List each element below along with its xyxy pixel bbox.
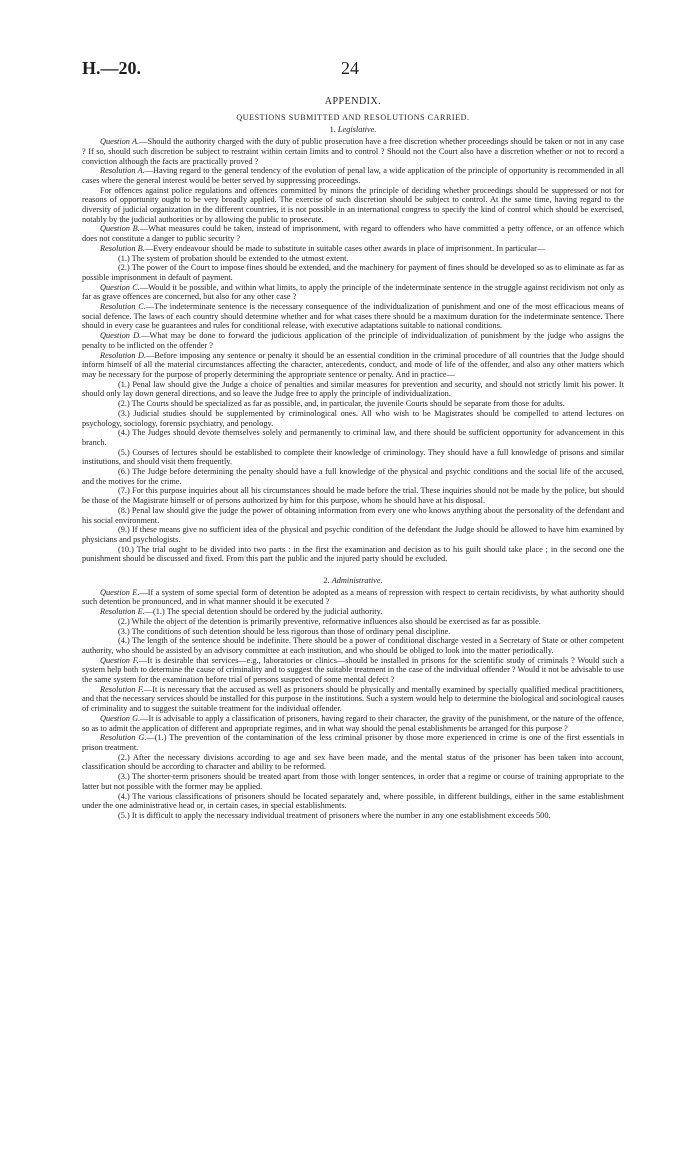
paragraph-text: (8.) Penal law should give the judge the power of obtaining information from every one who knows anything about the personality of the defendant and his social environment. xyxy=(82,505,624,525)
running-header xyxy=(82,58,618,82)
enumerated-item xyxy=(82,545,624,564)
paragraph-text: (5.) It is difficult to apply the necessary individual treatment of prisoners where the number in any one establishment exceeds 500. xyxy=(118,810,551,820)
paragraph-text: (9.) If these means give no sufficient idea of the physical and psychic condition of the defendant the Judge should be allowed to have him examined by physicians and psychologists. xyxy=(82,525,624,544)
paragraph xyxy=(82,607,624,617)
paragraph-text: —It is advisable to apply a classification of prisoners, having regard to their character, the gravity of the punishment, or the nature of the offence, so as to admit the application of different and appropriate regimes, and in what way should the penal establishments be arranged for this purpose ? xyxy=(82,713,624,733)
paragraph-text: (2.) The Courts should be specialized as far as possible, and, in particular, the juvenile Courts should be separate from those for adults. xyxy=(118,399,565,409)
paragraph-label: Question B. xyxy=(100,224,140,234)
paragraph-label: Resolution B. xyxy=(100,243,145,253)
enumerated-item xyxy=(82,627,624,637)
paragraph-label: Question G. xyxy=(100,713,141,723)
enumerated-item xyxy=(82,263,624,282)
section-heading xyxy=(82,576,624,586)
paragraph-text: —(1.) The special detention should be ordered by the judicial authority. xyxy=(144,607,383,617)
appendix-subtitle: QUESTIONS SUBMITTED AND RESOLUTIONS CARRIED. xyxy=(236,112,470,122)
paragraph xyxy=(82,714,624,733)
enumerated-item xyxy=(82,254,624,264)
paragraph-text: —Every endeavour should be made to substitute in suitable cases other awards in place of imprisonment. In particular— xyxy=(144,243,546,253)
enumerated-item xyxy=(82,636,624,655)
paragraph-label: Resolution A. xyxy=(100,166,145,176)
paragraph-text: (3.) The shorter-term prisoners should be treated apart from those with longer sentences, in order that a regime or course of training appropriate to the latter but not possible with the former may be applied. xyxy=(82,772,624,791)
paragraph-text: (3.) The conditions of such detention should be less rigorous than those of ordinary penal discipline. xyxy=(118,626,451,636)
paragraph-text: —(1.) The prevention of the contamination of the less criminal prisoner by those more experienced in crime is one of the first essentials in prison treatment. xyxy=(82,733,624,752)
section-number: 1. xyxy=(329,125,336,135)
paragraph-text: —Would it be possible, and within what limits, to apply the principle of the indeterminate sentence in the struggle against recidivism not only as far as grave offences are concerned, but also for any other case ? xyxy=(82,282,624,302)
paragraph xyxy=(82,656,624,685)
enumerated-item xyxy=(82,525,624,544)
paragraph-text: (4.) The length of the sentence should be indefinite. There should be a power of conditional discharge vested in a Secretary of State or other competent authority, who should be assisted by an advisory committee at each institution, and who should be obliged to look into the matter periodically. xyxy=(82,636,624,655)
paragraph-text: (1.) The system of probation should be extended to the utmost extent. xyxy=(118,253,349,263)
paragraph-text: —Before imposing any sentence or penalty it should be an essential condition in the criminal procedure of all countries that the Judge should inform himself of all the material circumstances affecting the character, antecedents, conduct, and mode of life of the offender, and also any other matters which may be necessary for the purpose of properly determining the appropriate sentence or penalty. And in practice— xyxy=(82,350,624,379)
enumerated-item xyxy=(82,409,624,428)
paragraph-text: (1.) Penal law should give the Judge a choice of penalties and similar measures for prevention and security, and should not strictly limit his power. It should only lay down general directions, and so leave the Judge free to apply the principle of individualization. xyxy=(82,379,624,399)
paragraph-label: Resolution F. xyxy=(100,684,144,694)
paragraph-label: Question D. xyxy=(100,331,142,341)
document-reference: H.—20. xyxy=(82,58,142,78)
paragraph-text: (10.) The trial ought to be divided into two parts : in the first the examination and decision as to his guilt should take place ; in the second one the punishment should be discussed and fixed. From this part the public and the injured party should be excluded. xyxy=(82,544,624,564)
paragraph xyxy=(82,137,624,166)
paragraph-label: Resolution D. xyxy=(100,350,147,360)
paragraph-text: (7.) For this purpose inquiries about all his circumstances should be made before the trial. These inquiries should not be made by the police, but should be those of the Magistrate himself or of persons authorized by him for this purpose, whom he should have at his disposal. xyxy=(82,486,624,506)
enumerated-item xyxy=(82,772,624,791)
section-heading xyxy=(82,125,624,135)
section-number: 2. xyxy=(323,576,330,586)
paragraph-text: (2.) While the object of the detention is primarily preventive, reformative influences also should be exercised as far as possible. xyxy=(118,616,541,626)
paragraph-text: —What measures could be taken, instead of imprisonment, with regard to offenders who have committed a petty offence, or an offence which does not constitute a danger to public security ? xyxy=(82,224,624,244)
paragraph xyxy=(82,588,624,607)
paragraph xyxy=(82,351,624,380)
paragraph-text: (6.) The Judge before determining the penalty should have a full knowledge of the physical and psychic conditions and the social life of the accused, and the motives for the crime. xyxy=(82,467,624,486)
paragraph xyxy=(82,733,624,752)
document-body xyxy=(82,97,624,821)
paragraph-text: —The indeterminate sentence is the necessary consequence of the individualization of punishment and one of the most efficacious means of social defence. The laws of each country should determine whether and for what cases there should be a maximum duration for the indeterminate sentence. There should in every case be guarantees and rules for conditional release, with executive adaptations suitable to national conditions. xyxy=(82,302,624,331)
paragraph-text: —What may be done to forward the judicious application of the principle of individualization of punishment by the judge who assigns the penalty to be inflicted on the offender ? xyxy=(82,331,624,350)
enumerated-item xyxy=(82,399,624,409)
paragraph xyxy=(82,166,624,185)
paragraph xyxy=(82,685,624,714)
enumerated-item xyxy=(82,467,624,486)
paragraph-label: Question E. xyxy=(100,587,140,597)
enumerated-item xyxy=(82,448,624,467)
paragraph-label: Resolution E. xyxy=(100,607,145,617)
paragraph-text: —Should the authority charged with the duty of public prosecution have a free discretion whether proceedings should be taken or not in any case ? If so, should such discretion be subject to restraint within certain limits and to control ? Should not the Court also have a discretion whether or not to record a conviction although the facts are practically proved ? xyxy=(82,137,624,166)
paragraph-label: Resolution G. xyxy=(100,733,147,743)
section-name: Legislative. xyxy=(337,125,377,135)
enumerated-item xyxy=(82,753,624,772)
paragraph-text: (4.) The various classifications of prisoners should be located separately and, where possible, in different buildings, either in the same establishment under the one administrative head or, in certain cases, in special establishments. xyxy=(82,791,624,811)
paragraph-text: —It is desirable that services—e.g., laboratories or clinics—should be installed in prisons for the scientific study of criminals ? Would such a system help both to determine the cause of criminality and to suggest the suitable treatment in the case of the individual offender ? Would it not be advisable to use the same system for the examination before trial of persons suspected of some mental defect ? xyxy=(82,655,625,685)
paragraph-label: Question C. xyxy=(100,282,140,292)
paragraph-text: For offences against police regulations and offences committed by minors the principle of deciding whether proceedings should be suppressed or not for reasons of opportunity ought to be very broadly applied. The exercise of such discretion should be subject to control. At the same time, having regard to the diversity of judicial organization in the different countries, it is not possible in an international congress to specify the kind of control which should be exercised, notably by the judicial authorities or by allowing the public to prosecute. xyxy=(82,185,624,224)
appendix-title: APPENDIX. xyxy=(324,96,382,107)
enumerated-item xyxy=(82,792,624,811)
paragraph-text: (4.) The Judges should devote themselves solely and permanently to criminal law, and there should be sufficient opportunity for advancement in this branch. xyxy=(82,428,624,447)
paragraph-text: —It is necessary that the accused as well as prisoners should be physically and mentally examined by specially qualified medical practitioners, and that the necessary services should be installed for this purpose in the institutions. Such a system would help to determine the biological and sociological causes of criminality and to suggest the suitable treatment for the individual offender. xyxy=(82,684,624,714)
section-name: Administrative. xyxy=(331,576,383,586)
paragraph-label: Question F. xyxy=(100,655,139,665)
paragraph-label: Question A. xyxy=(100,137,140,147)
paragraph-text: —Having regard to the general tendency of the evolution of penal law, a wide application of the principle of opportunity is recommended in all cases where the general interest would be better served by suppressing proceedings. xyxy=(82,166,624,185)
enumerated-item xyxy=(82,811,624,821)
enumerated-item xyxy=(82,486,624,505)
enumerated-item xyxy=(82,617,624,627)
paragraph-text: —If a system of some special form of detention be adopted as a means of repression with respect to certain recidivists, by what authority should such detention be pronounced, and in what manner should it be executed ? xyxy=(82,587,624,607)
paragraph xyxy=(82,244,624,254)
enumerated-item xyxy=(82,428,624,447)
paragraph-text: (2.) The power of the Court to impose fines should be extended, and the machinery for payment of fines should be developed so as to eliminate as far as possible imprisonment in default of payment. xyxy=(82,263,624,282)
page-number: 24 xyxy=(341,58,359,78)
paragraph xyxy=(82,302,624,331)
paragraph-text: (3.) Judicial studies should be supplemented by criminological ones. All who wish to be Magistrates should be compelled to attend lectures on psychology, sociology, forensic psychiatry, and penology. xyxy=(82,408,624,428)
enumerated-item xyxy=(82,380,624,399)
paragraph-label: Resolution C. xyxy=(100,302,146,312)
paragraph xyxy=(82,331,624,350)
paragraph xyxy=(82,224,624,243)
paragraph xyxy=(82,186,624,225)
paragraph-text: (5.) Courses of lectures should be established to complete their knowledge of criminology. They should have a full knowledge of prisons and similar institutions, and should visit them frequently. xyxy=(82,447,624,467)
paragraph-text: (2.) After the necessary divisions according to age and sex have been made, and the mental status of the prisoner has been taken into account, classification should be according to character and ability to be reformed. xyxy=(82,752,624,772)
enumerated-item xyxy=(82,506,624,525)
paragraph xyxy=(82,283,624,302)
